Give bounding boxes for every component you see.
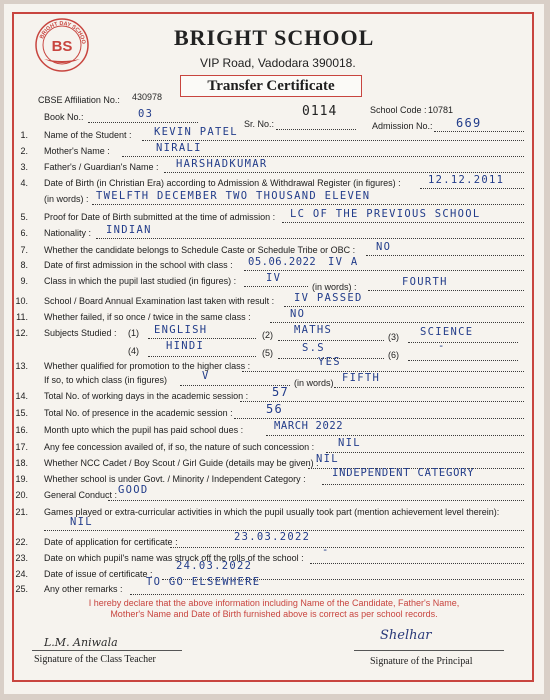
promotion-value: YES — [318, 356, 341, 368]
ncc-label: Whether NCC Cadet / Boy Scout / Girl Guide (details may be given) : — [44, 458, 319, 468]
mother-name-value: NIRALI — [156, 142, 202, 154]
affiliation-value: 430978 — [132, 92, 163, 102]
struck-off-date-label: Date on which pupil's name was struck off the rolls of the school : — [44, 553, 304, 563]
dob-words-label: (in words) : — [44, 194, 89, 204]
mother-name-label: Mother's Name : — [44, 146, 110, 156]
admission-no-value: 669 — [456, 116, 482, 130]
subject-1: ENGLISH — [154, 324, 208, 336]
nationality-label: Nationality : — [44, 228, 92, 238]
school-category-value: INDEPENDENT CATEGORY — [332, 467, 475, 479]
first-admission-label: Date of first admission in the school with class : — [44, 260, 233, 270]
declaration-line-2: Mother's Name and Date of Birth furnished above is correct as per school records. — [110, 609, 438, 619]
student-name-value: KEVIN PATEL — [154, 126, 238, 138]
last-class-words-value: FOURTH — [402, 276, 448, 288]
last-class-value: IV — [266, 272, 282, 284]
activities-label: Games played or extra-curricular activities in which the pupil usually took part (mention achievement level therein): — [44, 507, 500, 517]
book-no-value: 03 — [138, 108, 154, 120]
sr-no-value: 0114 — [302, 104, 338, 119]
conduct-label: General Conduct : — [44, 490, 118, 500]
issue-date-value: 24.03.2022 — [176, 560, 253, 572]
certificate-sheet: BRIGHT DAY SCHOO BS BRIGHT SCHOOL VIP Road, Vadodara 390018. Transfer Certificate CBSE Affiliation No.: 430978 School Code : 10781 Book No.: 03 Sr. No.: 0114 Admission No.: 669 1. Name of the Student : KEVIN PATEL 2. Mother's Name : NIRALI 3. Father's / Guardian's Name : HARSHADKUMAR 4. Date of Birth (in Christian Era) according to Admission & Withdrawal Register (in figures) : 12.12.2011 (in words) : TWELFTH DECEMBER TWO THOUSAND ELEVEN 5. Proof for Date of Birth submitted at the time of admission : LC OF THE PREVIOUS SCHOOL 6. Nationality : INDIAN 7. Whether the candidate belongs to Schedule Caste or Schedule Tribe or OBC : NO 8. Date of first admission in the school with class : 05.06.2022 IV A 9. Class in which the pupil last studied (in figures) : IV (in words) : FOURTH 10. School / Board Annual Examination last taken with result : IV PASSED 11. Whether failed, if so once / twice in the same class : NO 12. Subjects Studied : (1) ENGLISH (2) MATHS (3) SCIENCE (4) HINDI (5) S.S (6) - 13. Whether qualified for promotion to the higher class : YES If so, to which class (in figures) V (in words) FIFTH 14. Total No. of working days in the academic session : 57 15. Total No. of presence in the academic session : 56 16. Month upto which the pupil has paid school dues : MARCH 2022 17. Any fee concession availed of, if so, the nature of such concession : NIL 18. Whether NCC Cadet / Boy Scout / Girl Guide (details may be given) : NIL 19. Whether school is under Govt. / Minority / Independent Category : INDEPENDENT CATEGORY 20. General Conduct : GOOD 21. Games played or extra-curricular activities in which the pupil usually took part (mention achievement level therein): NIL 22. Date of application for certificate : 23.03.2022 23. Date on which pupil's name was struck off the rolls of the school : - 24. Date of issue of certificate : 24.03.2022 25. Any other remarks : TO GO ELSEWHERE I hereby declare that the above information including Name of the Candidate, Father's Name, Mother's Name and Date of Birth furnished above is correct as per school records. L.M. Aniwala Signature of the Class Teacher Shelhar Signature of the Principal — [4, 4, 544, 694]
declaration-line-1: I hereby declare that the above information including Name of the Candidate, Father's Name, — [88, 598, 460, 608]
subject-3: SCIENCE — [420, 326, 474, 338]
red-border-frame — [12, 12, 534, 682]
school-logo — [34, 17, 90, 73]
nationality-value: INDIAN — [106, 224, 152, 236]
last-class-words-label: (in words) : — [312, 282, 357, 292]
school-code-value: 10781 — [428, 105, 454, 115]
father-name-label: Father's / Guardian's Name : — [44, 162, 159, 172]
dob-words-value: TWELFTH DECEMBER TWO THOUSAND ELEVEN — [96, 190, 371, 202]
promotion-words-value: FIFTH — [342, 372, 381, 384]
document-title: Transfer Certificate — [180, 75, 362, 97]
failed-value: NO — [290, 308, 306, 320]
presence-label: Total No. of presence in the academic session : — [44, 408, 233, 418]
issue-date-label: Date of issue of certificate : — [44, 569, 153, 579]
dues-label: Month upto which the pupil has paid school dues : — [44, 425, 244, 435]
teacher-signature-label: Signature of the Class Teacher — [34, 654, 156, 665]
presence-value: 56 — [266, 402, 284, 416]
last-class-label: Class in which the pupil last studied (in figures) : — [44, 276, 237, 286]
remarks-value: TO GO ELSEWHERE — [146, 576, 261, 588]
conduct-value: GOOD — [118, 484, 149, 496]
promotion-label: Whether qualified for promotion to the higher class : — [44, 361, 251, 371]
subject-5: S.S — [302, 342, 325, 354]
promotion-words-label: (in words) — [294, 378, 334, 388]
application-date-label: Date of application for certificate : — [44, 537, 178, 547]
logo-initials: BS — [51, 38, 73, 55]
working-days-value: 57 — [272, 385, 290, 399]
subjects-label: Subjects Studied : — [44, 328, 117, 338]
promotion-class-value: V — [202, 370, 210, 382]
failed-label: Whether failed, if so once / twice in the same class : — [44, 312, 251, 322]
concession-label: Any fee concession availed of, if so, the nature of such concession : — [44, 442, 315, 452]
struck-off-date-value: - — [322, 544, 330, 556]
working-days-label: Total No. of working days in the academic session : — [44, 391, 249, 401]
category-label: Whether the candidate belongs to Schedule Caste or Schedule Tribe or OBC : — [44, 245, 356, 255]
student-name-label: Name of the Student : — [44, 130, 132, 140]
activities-value: NIL — [70, 516, 93, 528]
father-name-value: HARSHADKUMAR — [176, 158, 268, 170]
subject-4: HINDI — [166, 340, 205, 352]
first-admission-date: 05.06.2022 — [248, 256, 317, 268]
sr-no-label: Sr. No.: — [244, 119, 275, 129]
concession-value: NIL — [338, 437, 361, 449]
ncc-value: NIL — [316, 453, 339, 465]
admission-no-label: Admission No.: — [372, 121, 433, 131]
category-value: NO — [376, 241, 392, 253]
dob-proof-value: LC OF THE PREVIOUS SCHOOL — [290, 208, 481, 220]
promotion-class-label: If so, to which class (in figures) — [44, 375, 168, 385]
subject-2: MATHS — [294, 324, 333, 336]
dob-value: 12.12.2011 — [428, 174, 505, 186]
dob-proof-label: Proof for Date of Birth submitted at the time of admission : — [44, 212, 276, 222]
affiliation-label: CBSE Affiliation No.: — [38, 95, 120, 105]
dob-label: Date of Birth (in Christian Era) according to Admission & Withdrawal Register (in figures) : — [44, 178, 401, 188]
school-address: VIP Road, Vadodara 390018. — [200, 56, 356, 70]
first-admission-class: IV A — [328, 256, 359, 268]
subject-6: - — [438, 340, 446, 352]
school-category-label: Whether school is under Govt. / Minority / Independent Category : — [44, 474, 306, 484]
school-code-label: School Code : — [370, 105, 427, 115]
book-no-label: Book No.: — [44, 112, 84, 122]
last-exam-value: IV PASSED — [294, 292, 363, 304]
last-exam-label: School / Board Annual Examination last taken with result : — [44, 296, 275, 306]
school-name: BRIGHT SCHOOL — [174, 25, 375, 50]
application-date-value: 23.03.2022 — [234, 531, 311, 543]
principal-signature: Shelhar — [380, 628, 432, 643]
remarks-label: Any other remarks : — [44, 584, 123, 594]
teacher-signature: L.M. Aniwala — [44, 636, 118, 649]
principal-signature-label: Signature of the Principal — [370, 656, 473, 667]
logo-ring-text: BRIGHT DAY SCHOO — [39, 20, 87, 45]
dues-value: MARCH 2022 — [274, 420, 344, 432]
